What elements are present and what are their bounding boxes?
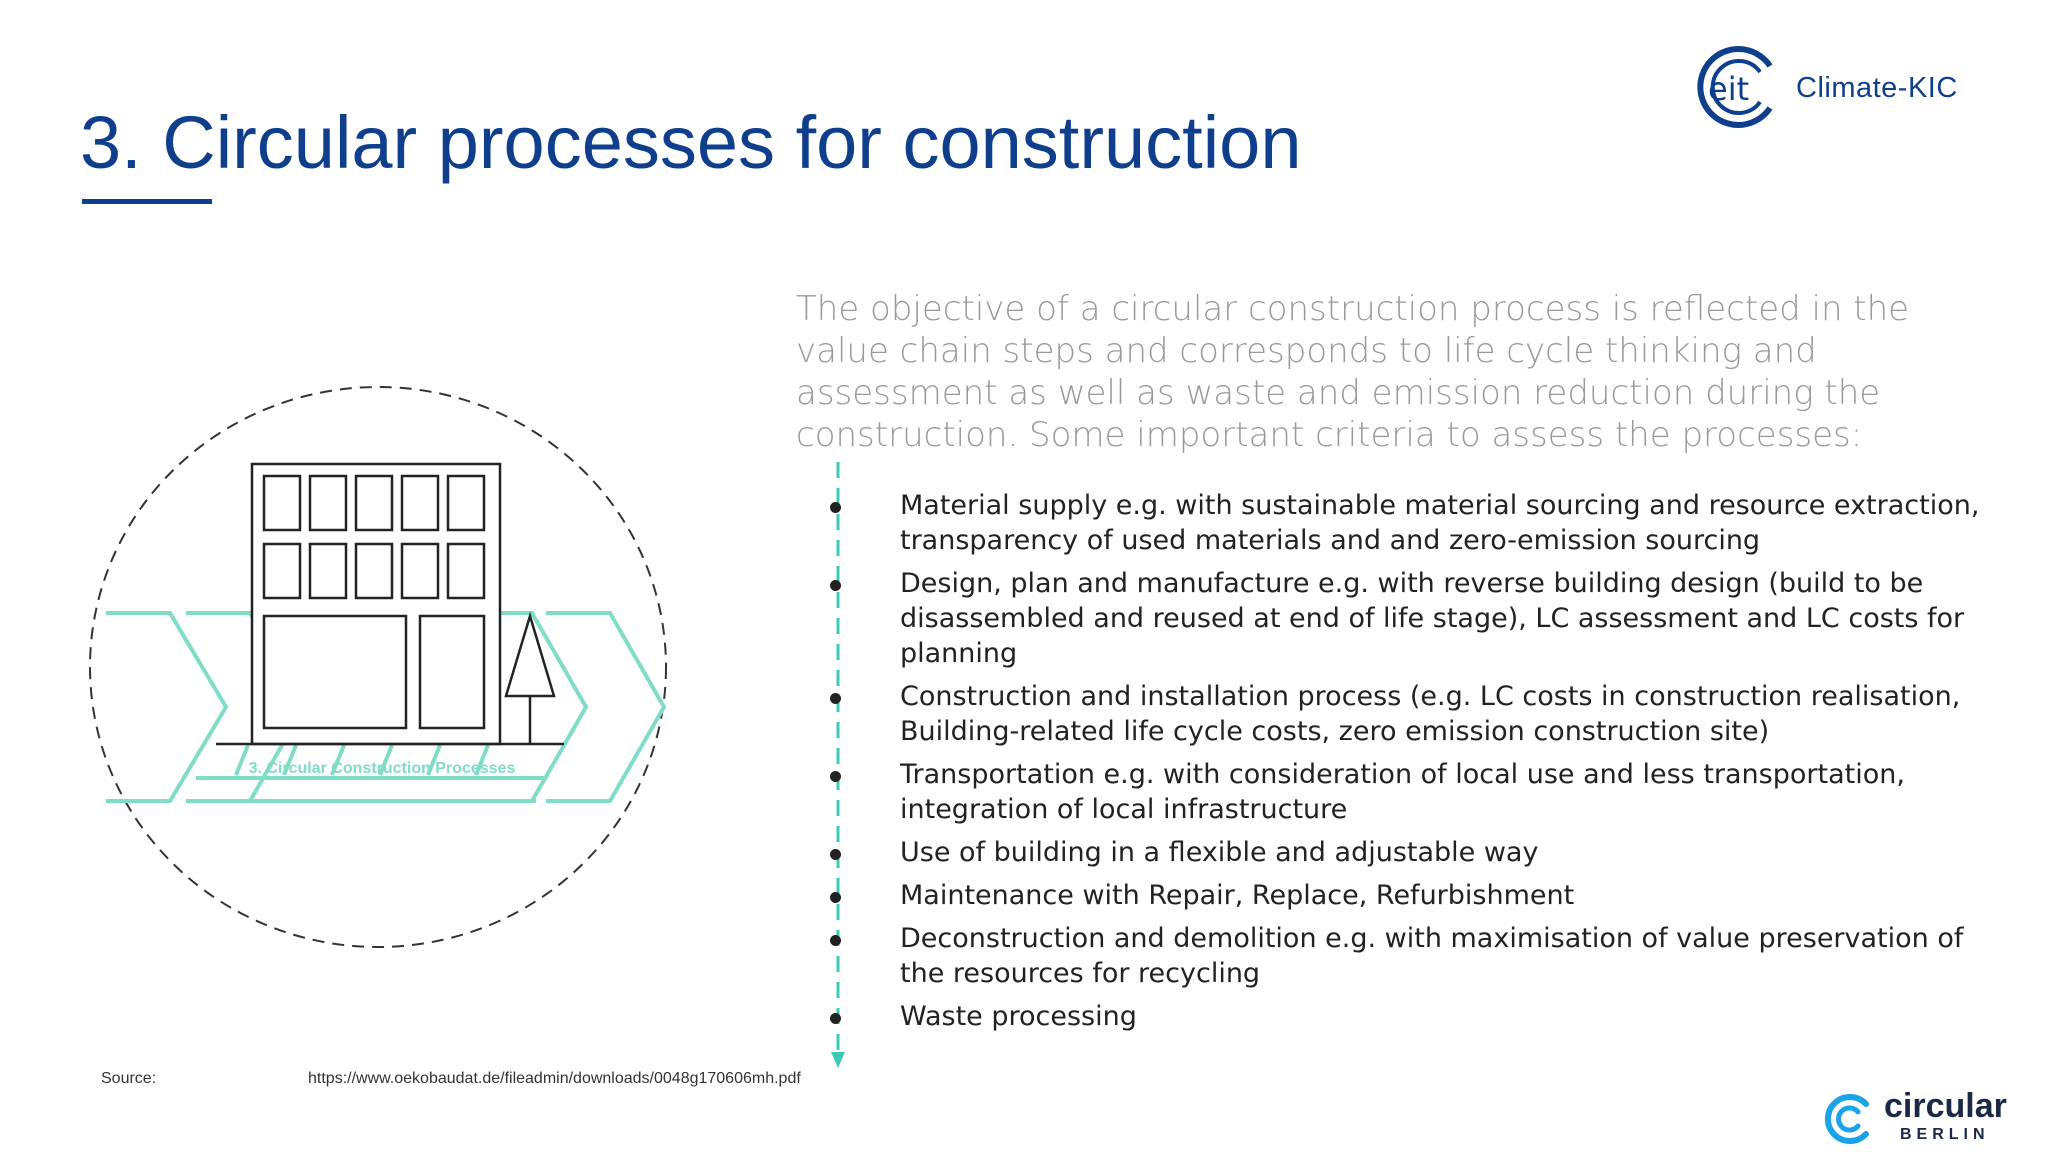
title-underline <box>82 199 212 204</box>
bullet-icon <box>830 1013 841 1024</box>
list-item <box>820 999 1980 1034</box>
criteria-list <box>820 488 1980 1042</box>
bullet-icon <box>830 580 841 591</box>
list-item <box>820 488 1980 558</box>
page-title: 3. Circular processes for construction <box>80 101 1302 184</box>
bullet-icon <box>830 892 841 903</box>
circular-construction-diagram <box>86 380 686 950</box>
berlin-logo-text: BERLIN <box>1900 1126 1990 1143</box>
criterion-text: Material supply e.g. with sustainable material sourcing and resource extraction, transparency of used materials and and zero-emission sourcing <box>900 490 1980 556</box>
list-item <box>820 566 1980 671</box>
circular-c-icon <box>1822 1092 1876 1146</box>
list-item <box>820 878 1980 913</box>
criterion-text: Use of building in a flexible and adjustable way <box>900 837 1539 868</box>
bullet-icon <box>830 935 841 946</box>
eit-logo-text: eit <box>1708 70 1750 108</box>
intro-text: The objective of a circular construction process is reflected in the value chain steps and corresponds to life cycle thinking and assessment as well as waste and emission reduction during the construction. Some important criteria to assess the processes: <box>796 289 1910 455</box>
climate-kic-logo-text: Climate-KIC <box>1796 72 1958 104</box>
list-item <box>820 757 1980 827</box>
list-item <box>820 679 1980 749</box>
eit-climate-kic-logo <box>1696 44 1996 144</box>
criterion-text: Construction and installation process (e.g. LC costs in construction realisation, Building-related life cycle costs, zero emission construction site) <box>900 681 1961 747</box>
building-icon <box>252 464 500 744</box>
list-item <box>820 921 1980 991</box>
criterion-text: Design, plan and manufacture e.g. with reverse building design (build to be disassembled and reused at end of life stage), LC assessment and LC costs for planning <box>900 568 1965 669</box>
source-link[interactable]: https://www.oekobaudat.de/fileadmin/downloads/0048g170606mh.pdf <box>308 1070 801 1087</box>
criterion-text: Maintenance with Repair, Replace, Refurbishment <box>900 880 1575 911</box>
criterion-text: Deconstruction and demolition e.g. with maximisation of value preservation of the resources for recycling <box>900 923 1964 989</box>
intro-paragraph <box>796 288 1946 456</box>
diagram-label: 3. Circular Construction Processes <box>248 760 516 777</box>
bullet-icon <box>830 693 841 704</box>
criterion-text: Transportation e.g. with consideration of local use and less transportation, integration of local infrastructure <box>900 759 1905 825</box>
circular-logo-text: circular <box>1884 1087 2007 1125</box>
bullet-icon <box>830 849 841 860</box>
criterion-text: Waste processing <box>900 1001 1137 1032</box>
list-item <box>820 835 1980 870</box>
bullet-icon <box>830 502 841 513</box>
circular-berlin-logo <box>1822 1088 2022 1150</box>
bullet-icon <box>830 771 841 782</box>
source-label: Source: <box>101 1070 157 1087</box>
